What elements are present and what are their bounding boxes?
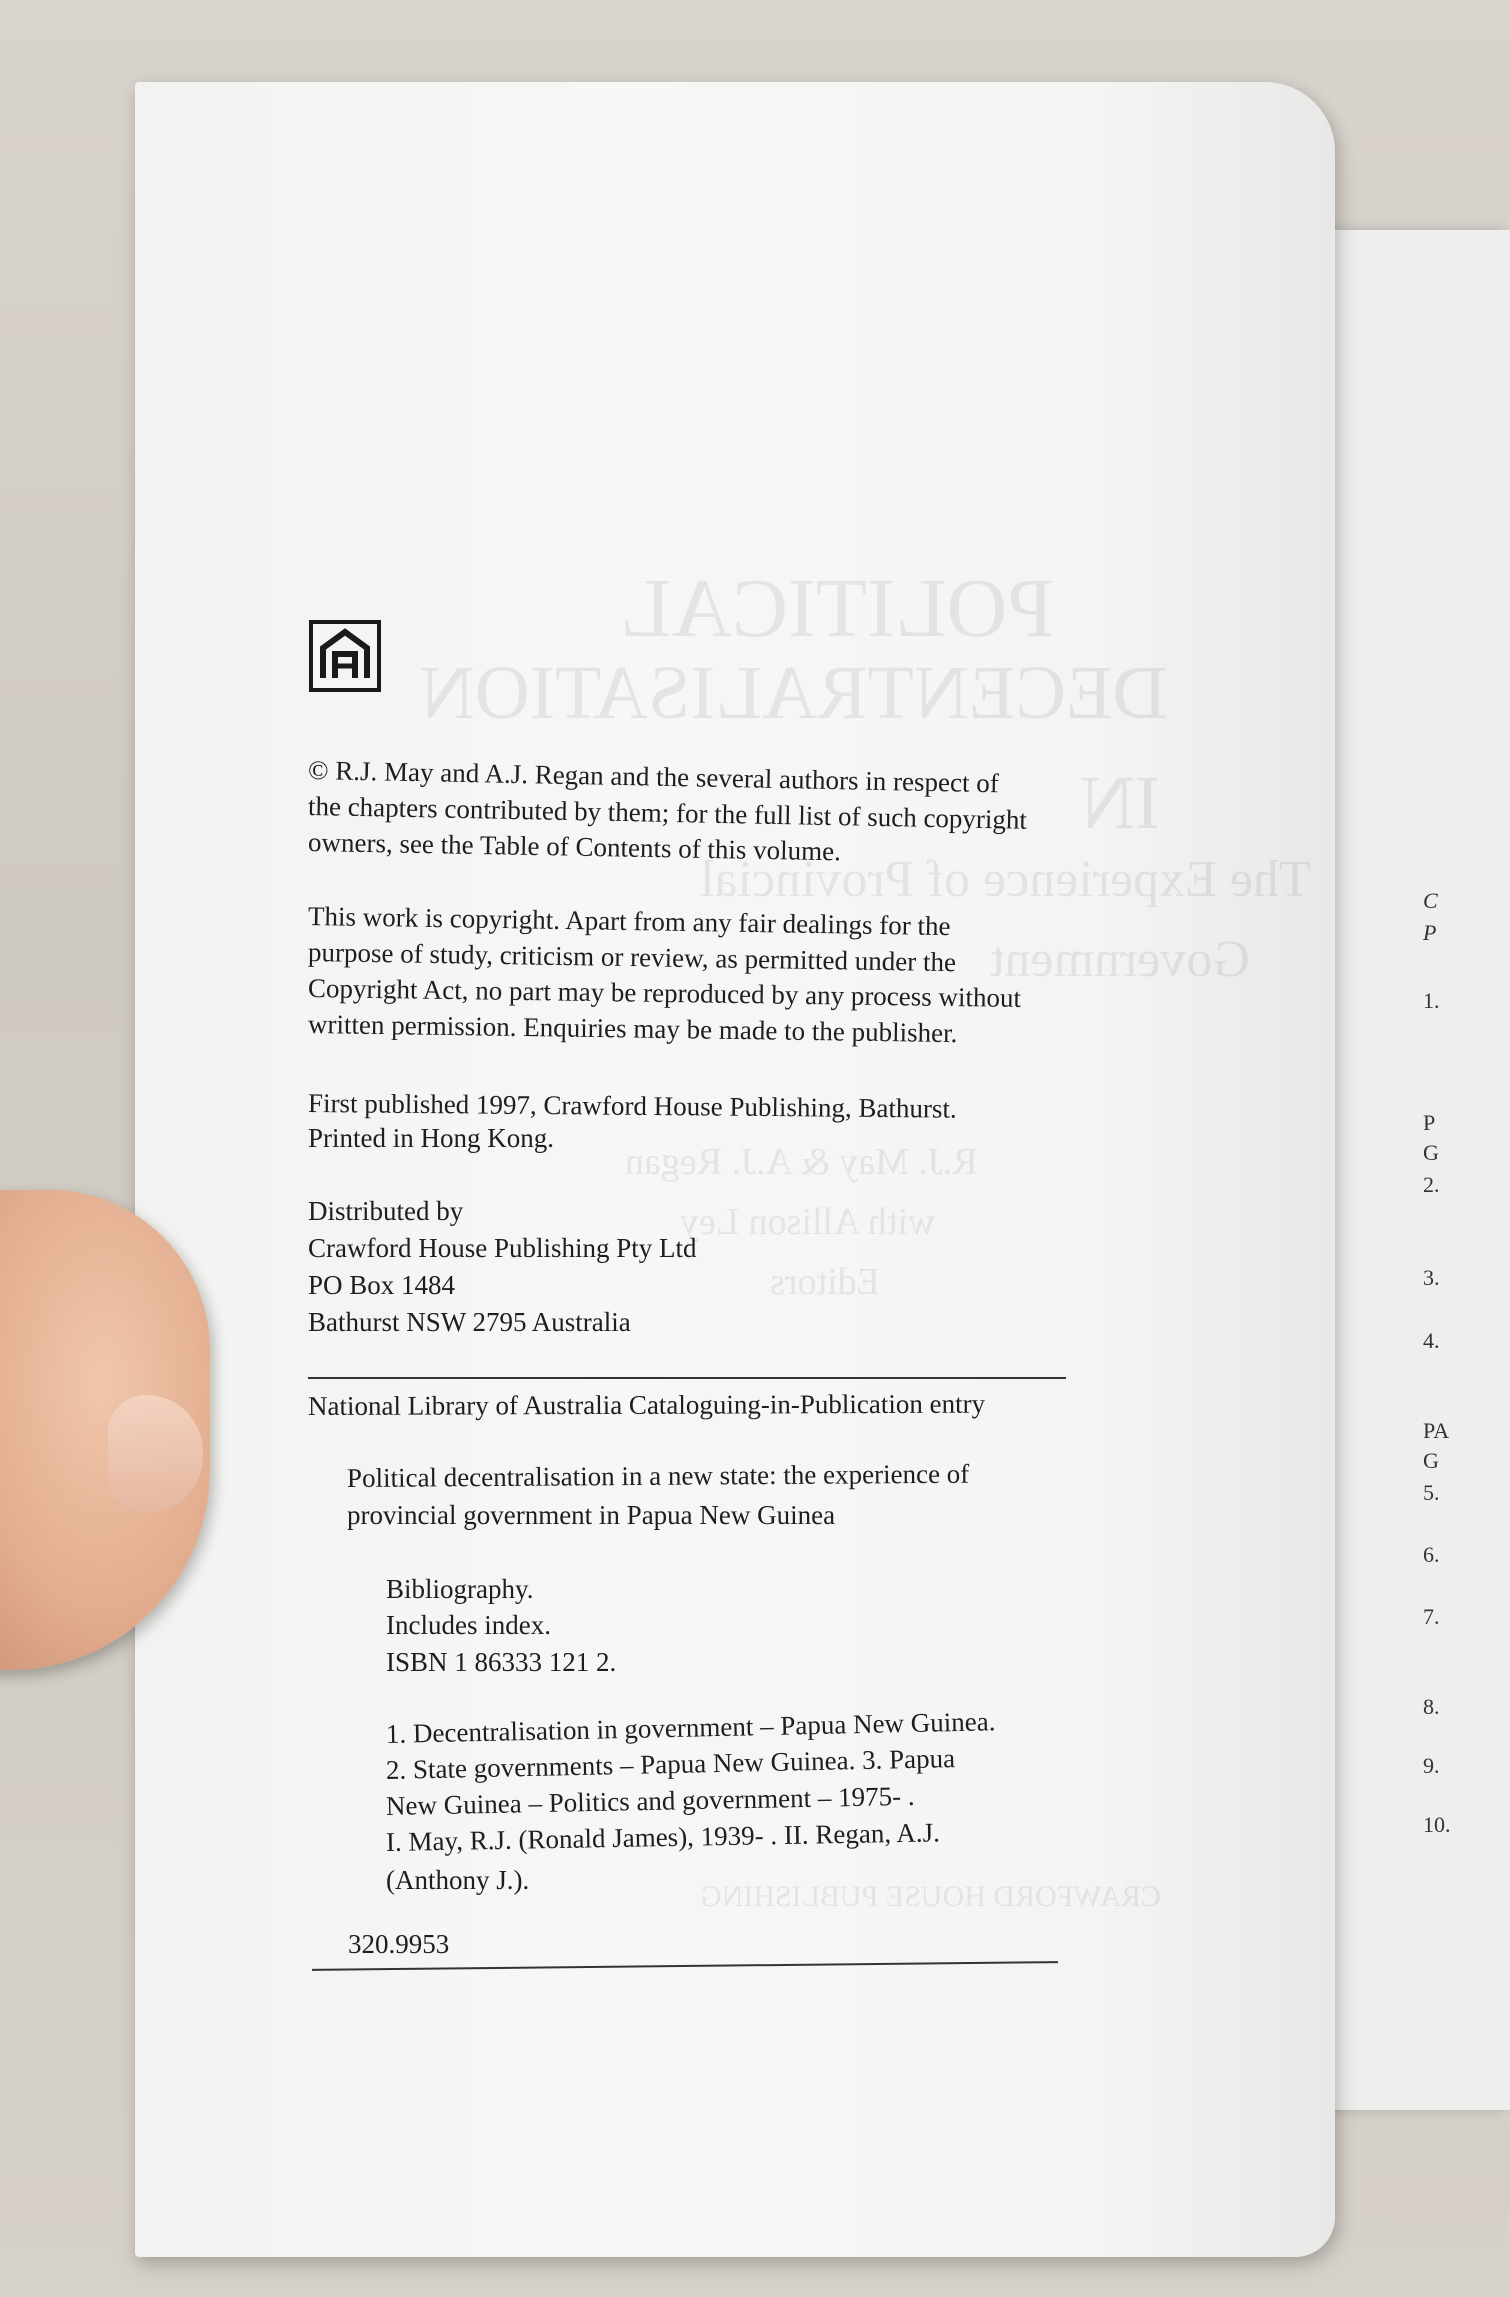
cip-subject-line: New Guinea – Politics and government – 1975- . [385,1780,915,1821]
toc-fragment: 6. [1423,1542,1440,1567]
copyright-line: the chapters contributed by them; for the full list of such copyright [307,791,1028,835]
cip-subject-line: (Anthony J.). [386,1865,530,1895]
cip-note: Includes index. [386,1610,551,1640]
bleed-through-text: POLITICAL [620,562,1054,655]
toc-fragment: 8. [1423,1694,1440,1719]
cip-subject-line: 1. Decentralisation in government – Papua New Guinea. [385,1706,996,1749]
toc-fragment: 7. [1423,1604,1440,1629]
house-logo-icon [313,624,377,688]
bleed-through-text: with Allison Ley [680,1201,936,1243]
cip-heading: National Library of Australia Cataloguing-in-Publication entry [307,1388,986,1421]
bleed-through-text: CRAWFORD HOUSE PUBLISHING [700,1880,1161,1913]
facing-page [1310,230,1510,2110]
toc-fragment: G [1423,1140,1439,1165]
cip-note: ISBN 1 86333 121 2. [386,1647,617,1677]
toc-fragment: 5. [1423,1480,1440,1505]
publication-line: First published 1997, Crawford House Publishing, Bathurst. [307,1088,957,1124]
cip-subject-line: 2. State governments – Papua New Guinea. 3. Papua [385,1743,956,1785]
toc-fragment: PA [1423,1418,1450,1443]
bleed-through-text: Government [990,931,1250,988]
toc-fragment: 4. [1423,1328,1440,1353]
classification-number: 320.9953 [348,1929,450,1959]
bleed-through-text: The Experience of Provincial [700,851,1311,908]
toc-fragment: C [1423,888,1438,913]
toc-fragment: 9. [1423,1753,1440,1778]
publication-line: Printed in Hong Kong. [308,1123,554,1153]
bleed-through-text: DECENTRALISATION [420,651,1168,735]
toc-fragment: 3. [1423,1265,1440,1290]
distributor-line: PO Box 1484 [308,1270,456,1300]
notice-line: written permission. Enquiries may be made to the publisher. [307,1009,958,1049]
bleed-through-text: Editors [770,1261,880,1303]
copyright-line: © R.J. May and A.J. Regan and the several authors in respect of [307,755,1000,799]
copyright-line: owners, see the Table of Contents of this volume. [307,827,842,867]
toc-fragment: 2. [1423,1172,1440,1197]
distributor-line: Distributed by [308,1196,464,1226]
toc-fragment: G [1423,1448,1439,1473]
publisher-logo [309,620,381,692]
notice-line: purpose of study, criticism or review, as permitted under the [307,937,957,978]
cip-note: Bibliography. [386,1574,534,1604]
notice-line: This work is copyright. Apart from any fair dealings for the [307,901,951,942]
cip-subject-line: I. May, R.J. (Ronald James), 1939- . II. Regan, A.J. [385,1817,941,1857]
divider-rule [308,1377,1066,1379]
toc-fragment: 10. [1423,1812,1451,1837]
distributor-line: Crawford House Publishing Pty Ltd [308,1233,697,1263]
notice-line: Copyright Act, no part may be reproduced by any process without [307,973,1022,1013]
bleed-through-text: R.J. May & A.J. Regan [625,1141,978,1183]
bleed-through-text: IN [1080,761,1161,845]
cip-title-line: provincial government in Papua New Guinea [347,1500,836,1530]
toc-fragment: P [1423,920,1437,945]
toc-fragment: 1. [1423,988,1440,1013]
toc-fragment: P [1423,1110,1436,1135]
cip-title-line: Political decentralisation in a new state: the experience of [346,1458,970,1493]
distributor-line: Bathurst NSW 2795 Australia [308,1307,631,1337]
